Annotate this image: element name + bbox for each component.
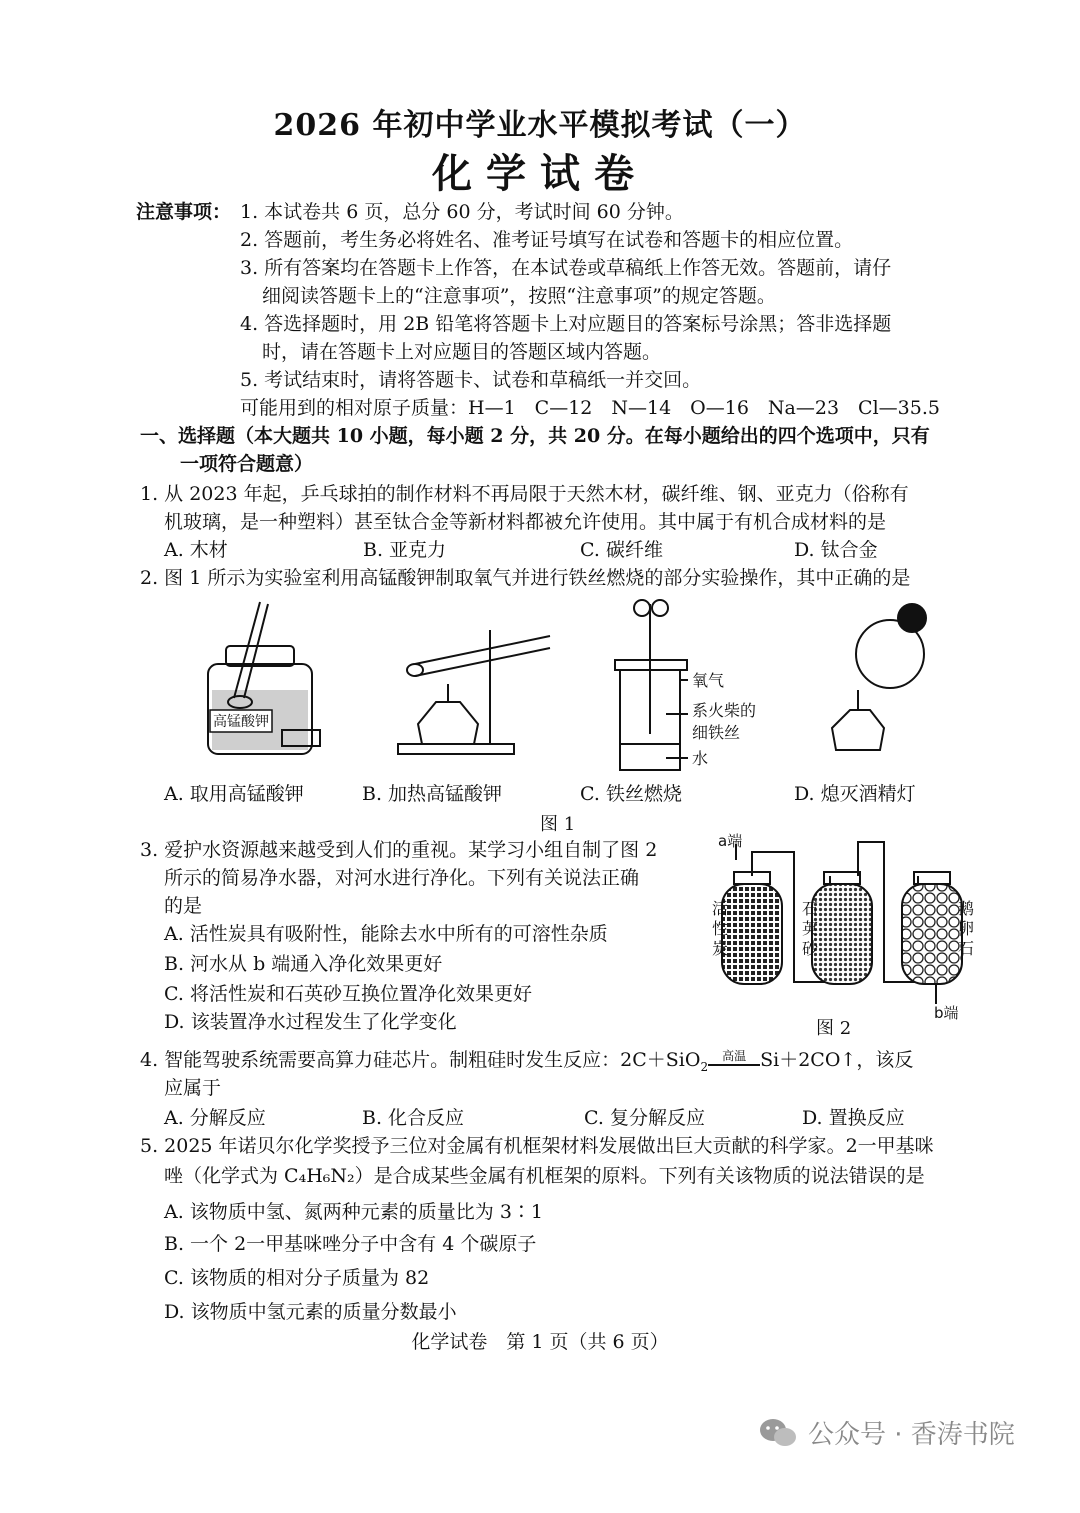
blowing-illustration bbox=[832, 604, 926, 750]
section-heading-cont: 一项符合题意） bbox=[180, 453, 314, 475]
q4-subscript: 2 bbox=[700, 1059, 709, 1074]
label-carbon-2: 性 bbox=[712, 919, 729, 938]
q2-option-c: C. 铁丝燃烧 bbox=[580, 783, 682, 805]
label-pebble-1: 鹅 bbox=[958, 899, 975, 918]
label-pebble-2: 卵 bbox=[958, 919, 975, 938]
q2-option-a: A. 取用高锰酸钾 bbox=[164, 783, 304, 805]
q1-option-d: D. 钛合金 bbox=[794, 539, 878, 561]
q2-option-b: B. 加热高锰酸钾 bbox=[362, 783, 503, 805]
label-sand-2: 英 bbox=[802, 919, 819, 938]
page-footer: 化学试卷 第 1 页（共 6 页） bbox=[411, 1331, 669, 1353]
note-item: 2. 答题前，考生务必将姓名、准考证号填写在试卷和答题卡的相应位置。 bbox=[240, 229, 854, 251]
label-water: 水 bbox=[692, 749, 709, 768]
label-sand-1: 石 bbox=[802, 899, 819, 918]
q4-option-d: D. 置换反应 bbox=[802, 1107, 905, 1129]
watermark bbox=[758, 1414, 1015, 1451]
label-carbon-1: 活 bbox=[712, 899, 729, 918]
wechat-icon bbox=[758, 1416, 798, 1450]
q1-option-a: A. 木材 bbox=[164, 539, 228, 561]
q4-condition-arrow bbox=[708, 1049, 760, 1066]
note-item: 细阅读答题卡上的“注意事项”，按照“注意事项”的规定答题。 bbox=[262, 285, 776, 307]
exam-title: 2026 年初中学业水平模拟考试（一） bbox=[273, 108, 807, 143]
q2-stem: 2. 图 1 所示为实验室利用高锰酸钾制取氧气并进行铁丝燃烧的部分实验操作，其中正确的是 bbox=[140, 567, 911, 589]
q1-stem-cont: 机玻璃，是一种塑料）甚至钛合金等新材料都被允许使用。其中属于有机合成材料的是 bbox=[164, 511, 887, 533]
q5-option-a: A. 该物质中氢、氮两种元素的质量比为 3∶1 bbox=[164, 1201, 544, 1223]
q1-stem: 1. 从 2023 年起，乒乓球拍的制作材料不再局限于天然木材，碳纤维、钢、亚克力（俗称有 bbox=[140, 483, 909, 505]
q3-option-b: B. 河水从 b 端通入净化效果更好 bbox=[164, 953, 443, 975]
figure-2-caption: 图 2 bbox=[816, 1018, 852, 1039]
q3-option-d: D. 该装置净水过程发生了化学变化 bbox=[164, 1011, 457, 1033]
figure-2 bbox=[708, 832, 980, 1022]
notes-label: 注意事项： bbox=[136, 201, 232, 223]
note-item: 5. 考试结束时，请将答题卡、试卷和草稿纸一并交回。 bbox=[240, 369, 702, 391]
label-wire-2: 细铁丝 bbox=[692, 723, 741, 742]
note-item: 4. 答选择题时，用 2B 铅笔将答题卡上对应题目的答案标号涂黑；答非选择题 bbox=[240, 313, 892, 335]
label-a-end: a端 bbox=[718, 832, 743, 850]
heating-apparatus bbox=[398, 630, 550, 754]
q5-stem-cont: 唑（化学式为 C₄H₆N₂）是合成某些金属有机框架的原料。下列有关该物质的说法错误的是 bbox=[164, 1165, 925, 1187]
q4-stem-post: Si＋2CO↑，该反 bbox=[760, 1049, 914, 1071]
note-item: 时，请在答题卡上对应题目的答题区域内答题。 bbox=[262, 341, 662, 363]
q4-option-a: A. 分解反应 bbox=[164, 1107, 266, 1129]
q5-stem: 5. 2025 年诺贝尔化学奖授予三位对金属有机框架材料发展做出巨大贡献的科学家。2一甲基咪 bbox=[140, 1135, 934, 1157]
q5-option-c: C. 该物质的相对分子质量为 82 bbox=[164, 1267, 430, 1289]
q4-option-c: C. 复分解反应 bbox=[584, 1107, 705, 1129]
combustion-apparatus bbox=[615, 600, 688, 770]
figure-1 bbox=[160, 594, 980, 780]
q4-condition: 高温 bbox=[722, 1049, 747, 1063]
q1-option-b: B. 亚克力 bbox=[363, 539, 447, 561]
label-b-end: b端 bbox=[934, 1004, 959, 1022]
q3-option-c: C. 将活性炭和石英砂互换位置净化效果更好 bbox=[164, 983, 532, 1005]
q4-stem-cont: 应属于 bbox=[164, 1077, 222, 1099]
note-item: 1. 本试卷共 6 页，总分 60 分，考试时间 60 分钟。 bbox=[240, 201, 684, 223]
note-item: 3. 所有答案均在答题卡上作答，在本试卷或草稿纸上作答无效。答题前，请仔 bbox=[240, 257, 892, 279]
label-carbon-3: 炭 bbox=[712, 939, 729, 958]
q3-option-a: A. 活性炭具有吸附性，能除去水中所有的可溶性杂质 bbox=[164, 923, 608, 945]
label-sand-3: 砂 bbox=[802, 939, 819, 958]
watermark-text: 公众号 · 香涛书院 bbox=[808, 1420, 1015, 1450]
q4-option-b: B. 化合反应 bbox=[362, 1107, 465, 1129]
q2-option-d: D. 熄灭酒精灯 bbox=[794, 783, 916, 805]
figure-1-caption: 图 1 bbox=[540, 814, 576, 835]
q5-option-b: B. 一个 2一甲基咪唑分子中含有 4 个碳原子 bbox=[164, 1233, 537, 1255]
q1-option-c: C. 碳纤维 bbox=[580, 539, 663, 561]
q5-option-d: D. 该物质中氢元素的质量分数最小 bbox=[164, 1301, 457, 1323]
q3-stem: 3. 爱护水资源越来越受到人们的重视。某学习小组自制了图 2 bbox=[140, 839, 658, 861]
label-oxygen: 氧气 bbox=[692, 671, 725, 690]
section-heading: 一、选择题（本大题共 10 小题，每小题 2 分，共 20 分。在每小题给出的四个选项中，只有 bbox=[140, 425, 930, 447]
q4-stem bbox=[140, 1046, 913, 1081]
atomic-mass-line: 可能用到的相对原子质量：H—1 C—12 N—14 O—16 Na—23 Cl—35.5 bbox=[240, 397, 940, 419]
label-pebble-3: 石 bbox=[958, 939, 975, 958]
q3-stem-cont: 所示的简易净水器，对河水进行净化。下列有关说法正确 bbox=[164, 867, 640, 889]
q4-stem-pre: 4. 智能驾驶系统需要高算力硅芯片。制粗硅时发生反应：2C＋SiO bbox=[140, 1049, 701, 1071]
exam-subtitle: 化学试卷 bbox=[432, 150, 648, 197]
q3-stem-cont: 的是 bbox=[164, 895, 203, 917]
label-wire-1: 系火柴的 bbox=[692, 701, 757, 720]
jar-label: 高锰酸钾 bbox=[213, 714, 269, 730]
